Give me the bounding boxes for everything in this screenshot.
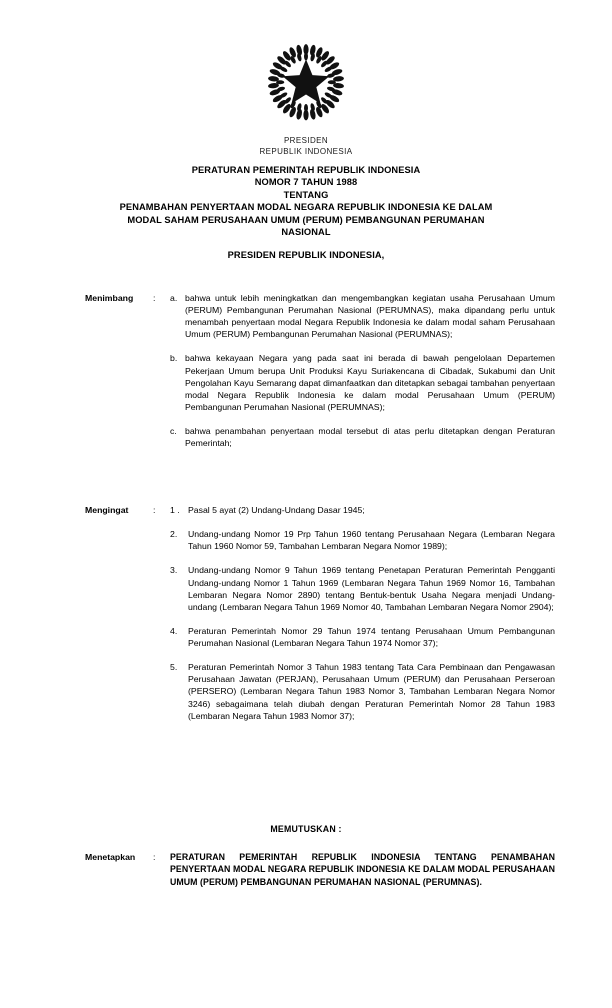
list-item: [170, 625, 555, 649]
mengingat-marker-2: 2.: [170, 529, 178, 540]
memutuskan-heading: MEMUTUSKAN :: [270, 824, 342, 834]
menimbang-marker-c: c.: [170, 426, 177, 437]
menimbang-marker-a: a.: [170, 293, 178, 303]
mengingat-text-3: Undang-undang Nomor 9 Tahun 1969 tentang Penetapan Peraturan Pemerintah Pengganti Undang-undang Nomor 1 Tahun 1969 (Lembaran Negara Tahun 1969 Nomor 16, Tambahan Lembaran Negara Nomor 2890) tentang Bentuk-bentuk Usaha Negara menjadi Undang-undang (Lembaran Negara Tahun 1969 Nomor 40, Tambahan Lembaran Negara Nomor 2904);: [188, 565, 555, 612]
mengingat-section: [85, 504, 555, 722]
menimbang-text-b: bahwa kekayaan Negara yang pada saat ini berada di bawah pengelolaan Departemen Pekerjaan Umum berupa Unit Produksi Kayu Suriakencana di Cibadak, Sukabumi dan Unit Pengolahan Kayu Semarang dapat dimanfaatkan dan ditetapkan sebagai tambahan penyertaan modal Negara Republik Indonesia ke dalam modal Perusahaan Umum (PERUM) Pembangunan Perumahan Nasional (PERUMNAS);: [185, 353, 555, 412]
title-line-nomor: NOMOR 7 TAHUN 1988: [254, 177, 358, 188]
list-item: [170, 352, 555, 412]
mengingat-marker-1: 1 .: [170, 505, 180, 515]
menetapkan-text: PERATURAN PEMERINTAH REPUBLIK INDONESIA TENTANG PENAMBAHAN PENYERTAAN MODAL NEGARA REPUBLIK INDONESIA KE DALAM MODAL PERUSAHAAN UMUM (PERUM) PEMBANGUNAN PERUMAHAN NASIONAL (PERUMNAS).: [170, 852, 555, 887]
menetapkan-section: [85, 851, 555, 888]
mengingat-text-5: Peraturan Pemerintah Nomor 3 Tahun 1983 tentang Tata Cara Pembinaan dan Pengawasan Perusahaan Jawatan (PERJAN), Perusahaan Umum (PERUM) dan Perusahaan Perseroan (PERSERO) (Lembaran Negara Tahun 1983 Nomor 3, Tambahan Lembaran Negara Nomor 3246) sebagaimana telah diubah dengan Peraturan Pemerintah Nomor 28 Tahun 1983 (Lembaran Negara Tahun 1983 Nomor 37);: [188, 662, 555, 721]
menetapkan-label: Menetapkan: [85, 852, 136, 862]
menimbang-colon: :: [153, 293, 156, 303]
mengingat-items: [170, 504, 555, 722]
letterhead-text: [0, 135, 612, 157]
mengingat-marker-5: 5.: [170, 662, 178, 673]
document-title-block: [74, 164, 538, 238]
list-item: [170, 292, 555, 340]
menimbang-text-a: bahwa untuk lebih meningkatkan dan mengembangkan kegiatan usaha Perusahaan Umum (PERUM) Pembangunan Perumahan Nasional (PERUMNAS), maka dipandang perlu untuk menambah penyertaan modal Negara Republik Indonesia ke dalam modal saham Perusahaan Umum (PERUM) Pembangunan Perumahan Nasional (PERUMNAS);: [185, 293, 555, 340]
menetapkan-colon: :: [153, 852, 156, 862]
title-line-subject-2: MODAL SAHAM PERUSAHAAN UMUM (PERUM) PEMBANGUNAN PERUMAHAN: [127, 214, 485, 225]
mengingat-text-1: Pasal 5 ayat (2) Undang-Undang Dasar 1945;: [188, 505, 365, 515]
mengingat-text-4: Peraturan Pemerintah Nomor 29 Tahun 1974 tentang Perusahaan Umum Pembangunan Perumahan Nasional (Lembaran Negara Tahun 1974 Nomor 37);: [188, 625, 555, 649]
list-item: [170, 661, 555, 721]
letterhead-line-presiden: PRESIDEN: [283, 136, 329, 145]
list-item: [170, 528, 555, 552]
list-item: [170, 504, 555, 516]
mengingat-marker-4: 4.: [170, 625, 178, 636]
mengingat-label: Mengingat: [85, 505, 129, 515]
menimbang-items: [170, 292, 555, 449]
menimbang-text-c: bahwa penambahan penyertaan modal tersebut di atas perlu ditetapkan dengan Peraturan Pemerintah;: [185, 426, 555, 449]
list-item: [170, 425, 555, 449]
menimbang-label: Menimbang: [85, 293, 134, 303]
letterhead: [0, 44, 612, 157]
title-line-subject-1: PENAMBAHAN PENYERTAAN MODAL NEGARA REPUBLIK INDONESIA KE DALAM: [119, 202, 493, 213]
menimbang-marker-b: b.: [170, 353, 178, 364]
title-line-peraturan: PERATURAN PEMERINTAH REPUBLIK INDONESIA: [191, 165, 421, 175]
garuda-star-wreath-emblem: [268, 44, 344, 122]
menimbang-section: [85, 292, 555, 449]
mengingat-marker-3: 3.: [170, 565, 178, 576]
letterhead-line-republik-indonesia: REPUBLIK INDONESIA: [259, 147, 353, 156]
title-line-subject-3: NASIONAL: [281, 227, 331, 238]
list-item: [170, 564, 555, 612]
title-line-tentang: TENTANG: [283, 189, 329, 200]
president-heading: PRESIDEN REPUBLIK INDONESIA,: [227, 250, 385, 260]
mengingat-colon: :: [153, 505, 156, 515]
mengingat-text-2: Undang-undang Nomor 19 Prp Tahun 1960 tentang Perusahaan Negara (Lembaran Negara Tahun 1960 Nomor 59, Tambahan Lembaran Negara Nomor 1989);: [188, 529, 555, 552]
